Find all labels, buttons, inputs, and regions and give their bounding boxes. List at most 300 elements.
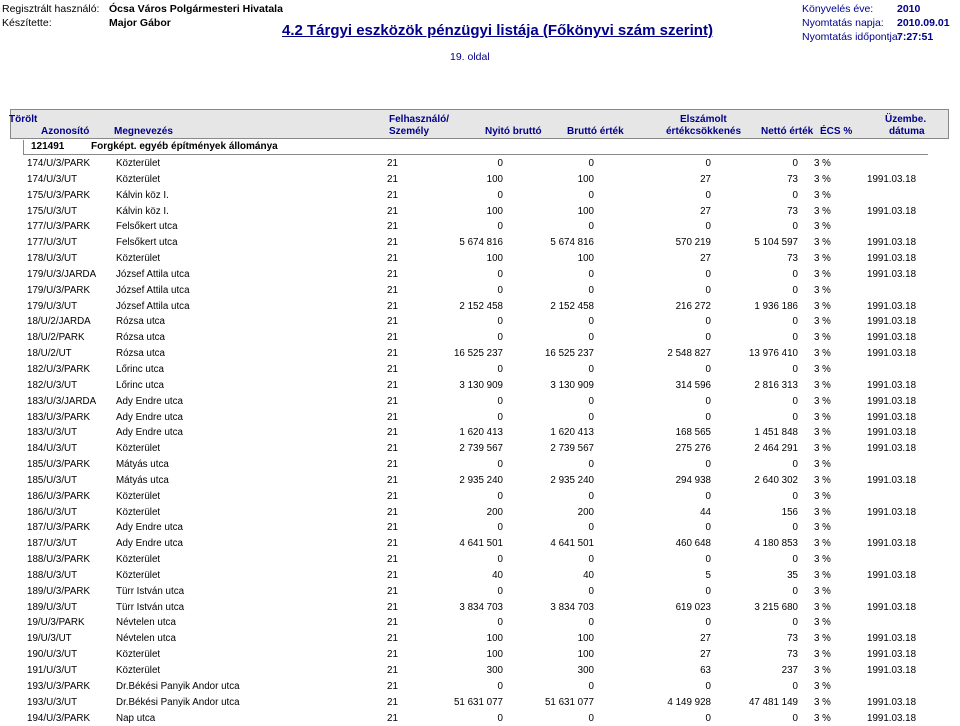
gross-value: 0 <box>588 395 594 407</box>
depreciation: 63 <box>700 665 711 676</box>
depr-rate: 3 % <box>814 237 831 249</box>
user: 21 <box>387 665 398 676</box>
column-header <box>10 109 949 139</box>
commission-date: 1991.03.18 <box>867 601 917 613</box>
asset-name: Felsőkert utca <box>116 221 178 233</box>
asset-name: Közterület <box>116 649 161 661</box>
col-deleted: Törölt <box>9 114 38 125</box>
net-value: 0 <box>792 221 798 233</box>
commission-date: 1991.03.18 <box>867 253 917 265</box>
gross-value: 40 <box>583 569 594 581</box>
opening-gross: 0 <box>497 585 503 597</box>
commission-date: 1991.03.18 <box>867 427 917 439</box>
asset-name: Közterület <box>116 490 161 502</box>
asset-id: 193/U/3/PARK <box>27 680 90 692</box>
col-id: Azonosító <box>41 126 90 137</box>
table-row <box>0 204 960 220</box>
commission-date: 1991.03.18 <box>867 300 917 312</box>
col-gross-value: Bruttó érték <box>567 126 624 137</box>
gross-value: 0 <box>588 490 594 502</box>
user: 21 <box>387 348 398 360</box>
print-time-value: 7:27:51 <box>897 31 934 43</box>
opening-gross: 40 <box>492 569 503 581</box>
table-row <box>0 410 960 426</box>
depr-rate: 3 % <box>814 221 831 233</box>
asset-name: Türr István utca <box>116 585 185 597</box>
opening-gross: 1 620 413 <box>459 427 503 439</box>
depr-rate: 3 % <box>814 538 831 550</box>
asset-name: Kálvin köz I. <box>116 205 169 217</box>
net-value: 0 <box>792 617 798 629</box>
asset-name: Közterület <box>116 443 161 455</box>
depreciation: 0 <box>705 284 711 296</box>
gross-value: 100 <box>577 205 594 217</box>
gross-value: 0 <box>588 363 594 375</box>
gross-value: 2 739 567 <box>550 443 594 455</box>
user: 21 <box>387 601 398 613</box>
gross-value: 0 <box>588 189 594 201</box>
depreciation: 44 <box>700 506 711 518</box>
table-row <box>0 536 960 552</box>
table-row <box>0 235 960 251</box>
gross-value: 4 641 501 <box>550 538 594 550</box>
depreciation: 27 <box>700 173 711 185</box>
opening-gross: 3 834 703 <box>459 601 503 613</box>
net-value: 0 <box>792 554 798 566</box>
opening-gross: 0 <box>497 332 503 344</box>
user: 21 <box>387 158 398 169</box>
opening-gross: 100 <box>486 253 503 265</box>
asset-name: Ady Endre utca <box>116 411 183 423</box>
opening-gross: 2 935 240 <box>459 474 503 486</box>
user: 21 <box>387 459 398 471</box>
gross-value: 0 <box>588 680 594 692</box>
commission-date: 1991.03.18 <box>867 348 917 360</box>
net-value: 0 <box>792 459 798 471</box>
asset-id: 182/U/3/UT <box>27 379 78 391</box>
asset-name: Ady Endre utca <box>116 522 183 534</box>
commission-date: 1991.03.18 <box>867 665 917 676</box>
depr-rate: 3 % <box>814 316 831 328</box>
commission-date: 1991.03.18 <box>867 316 917 328</box>
gross-value: 100 <box>577 173 594 185</box>
user: 21 <box>387 411 398 423</box>
net-value: 0 <box>792 363 798 375</box>
net-value: 1 936 186 <box>754 300 798 312</box>
table-row <box>0 584 960 600</box>
commission-date: 1991.03.18 <box>867 411 917 423</box>
net-value: 0 <box>792 680 798 692</box>
net-value: 156 <box>781 506 798 518</box>
asset-id: 19/U/3/PARK <box>27 617 85 629</box>
gross-value: 0 <box>588 332 594 344</box>
user: 21 <box>387 696 398 708</box>
depreciation: 0 <box>705 490 711 502</box>
net-value: 73 <box>787 205 798 217</box>
opening-gross: 100 <box>486 173 503 185</box>
table-row <box>0 520 960 536</box>
depreciation: 0 <box>705 680 711 692</box>
opening-gross: 2 739 567 <box>459 443 503 455</box>
net-value: 0 <box>792 585 798 597</box>
gross-value: 0 <box>588 284 594 296</box>
col-commission-1: Üzembe. <box>885 114 927 125</box>
depreciation: 294 938 <box>675 474 711 486</box>
asset-name: Közterület <box>116 173 161 185</box>
asset-name: Lőrinc utca <box>116 363 164 375</box>
net-value: 73 <box>787 253 798 265</box>
user: 21 <box>387 379 398 391</box>
depr-rate: 3 % <box>814 506 831 518</box>
depreciation: 0 <box>705 522 711 534</box>
user: 21 <box>387 617 398 629</box>
asset-id: 187/U/3/UT <box>27 538 78 550</box>
user: 21 <box>387 332 398 344</box>
depr-rate: 3 % <box>814 649 831 661</box>
net-value: 0 <box>792 490 798 502</box>
depreciation: 0 <box>705 585 711 597</box>
gross-value: 200 <box>577 506 594 518</box>
gross-value: 0 <box>588 316 594 328</box>
table-row <box>0 172 960 188</box>
user: 21 <box>387 427 398 439</box>
depr-rate: 3 % <box>814 617 831 629</box>
author-label: Készítette: <box>2 17 52 29</box>
asset-table <box>0 156 960 726</box>
depreciation: 314 596 <box>675 379 711 391</box>
net-value: 2 640 302 <box>754 474 798 486</box>
asset-id: 18/U/2/UT <box>27 348 72 360</box>
depreciation: 0 <box>705 221 711 233</box>
user: 21 <box>387 221 398 233</box>
asset-name: Névtelen utca <box>116 633 176 645</box>
asset-id: 183/U/3/UT <box>27 427 78 439</box>
depr-rate: 3 % <box>814 395 831 407</box>
depreciation: 0 <box>705 395 711 407</box>
net-value: 73 <box>787 173 798 185</box>
year-label: Könyvelés éve: <box>802 3 874 15</box>
asset-id: 194/U/3/PARK <box>27 712 90 724</box>
depreciation: 275 276 <box>675 443 711 455</box>
user: 21 <box>387 268 398 280</box>
net-value: 47 481 149 <box>748 696 798 708</box>
asset-id: 177/U/3/UT <box>27 237 78 249</box>
net-value: 0 <box>792 158 798 169</box>
asset-id: 182/U/3/PARK <box>27 363 90 375</box>
asset-id: 179/U/3/UT <box>27 300 78 312</box>
col-name: Megnevezés <box>114 126 173 137</box>
asset-id: 189/U/3/UT <box>27 601 78 613</box>
depr-rate: 3 % <box>814 474 831 486</box>
table-row <box>0 156 960 172</box>
asset-name: József Attila utca <box>116 268 190 280</box>
opening-gross: 0 <box>497 395 503 407</box>
asset-id: 18/U/2/PARK <box>27 332 85 344</box>
depr-rate: 3 % <box>814 522 831 534</box>
user: 21 <box>387 506 398 518</box>
gross-value: 100 <box>577 633 594 645</box>
user: 21 <box>387 253 398 265</box>
depreciation: 0 <box>705 411 711 423</box>
asset-name: Lőrinc utca <box>116 379 164 391</box>
net-value: 0 <box>792 189 798 201</box>
user: 21 <box>387 316 398 328</box>
col-net-value: Nettó érték <box>761 126 814 137</box>
depr-rate: 3 % <box>814 633 831 645</box>
depr-rate: 3 % <box>814 554 831 566</box>
asset-id: 183/U/3/PARK <box>27 411 90 423</box>
asset-name: Közterület <box>116 569 161 581</box>
table-row <box>0 314 960 330</box>
table-row <box>0 679 960 695</box>
commission-date: 1991.03.18 <box>867 395 917 407</box>
user: 21 <box>387 585 398 597</box>
user: 21 <box>387 522 398 534</box>
opening-gross: 0 <box>497 617 503 629</box>
asset-name: Névtelen utca <box>116 617 176 629</box>
depr-rate: 3 % <box>814 189 831 201</box>
gross-value: 0 <box>588 459 594 471</box>
asset-id: 175/U/3/UT <box>27 205 78 217</box>
net-value: 0 <box>792 522 798 534</box>
opening-gross: 5 674 816 <box>459 237 503 249</box>
asset-name: Közterület <box>116 158 161 169</box>
opening-gross: 100 <box>486 649 503 661</box>
asset-name: Mátyás utca <box>116 474 169 486</box>
user: 21 <box>387 538 398 550</box>
commission-date: 1991.03.18 <box>867 712 917 724</box>
user: 21 <box>387 633 398 645</box>
table-row <box>0 251 960 267</box>
table-row <box>0 663 960 679</box>
table-row <box>0 441 960 457</box>
net-value: 237 <box>781 665 798 676</box>
net-value: 5 104 597 <box>754 237 798 249</box>
group-header <box>23 140 928 155</box>
gross-value: 3 130 909 <box>550 379 594 391</box>
depr-rate: 3 % <box>814 284 831 296</box>
asset-name: Felsőkert utca <box>116 237 178 249</box>
asset-name: Türr István utca <box>116 601 185 613</box>
gross-value: 0 <box>588 554 594 566</box>
opening-gross: 0 <box>497 522 503 534</box>
col-user-1: Felhasználó/ <box>389 114 450 125</box>
year-value: 2010 <box>897 3 921 15</box>
asset-id: 18/U/2/JARDA <box>27 316 91 328</box>
asset-id: 179/U/3/PARK <box>27 284 90 296</box>
page-number: 19. oldal <box>450 51 490 63</box>
opening-gross: 0 <box>497 490 503 502</box>
depreciation: 27 <box>700 253 711 265</box>
commission-date: 1991.03.18 <box>867 332 917 344</box>
opening-gross: 0 <box>497 411 503 423</box>
user: 21 <box>387 474 398 486</box>
gross-value: 1 620 413 <box>550 427 594 439</box>
table-row <box>0 378 960 394</box>
depreciation: 5 <box>705 569 711 581</box>
depr-rate: 3 % <box>814 300 831 312</box>
depreciation: 27 <box>700 205 711 217</box>
asset-id: 193/U/3/UT <box>27 696 78 708</box>
asset-id: 185/U/3/UT <box>27 474 78 486</box>
commission-date: 1991.03.18 <box>867 633 917 645</box>
asset-id: 188/U/3/UT <box>27 569 78 581</box>
asset-name: Nap utca <box>116 712 156 724</box>
user: 21 <box>387 554 398 566</box>
net-value: 73 <box>787 633 798 645</box>
table-row <box>0 283 960 299</box>
gross-value: 0 <box>588 585 594 597</box>
gross-value: 0 <box>588 712 594 724</box>
asset-id: 174/U/3/PARK <box>27 158 90 169</box>
col-depr-2: értékcsökkenés <box>666 126 742 137</box>
opening-gross: 0 <box>497 221 503 233</box>
asset-id: 188/U/3/PARK <box>27 554 90 566</box>
gross-value: 5 674 816 <box>550 237 594 249</box>
table-row <box>0 394 960 410</box>
table-row <box>0 299 960 315</box>
user: 21 <box>387 649 398 661</box>
depr-rate: 3 % <box>814 411 831 423</box>
opening-gross: 0 <box>497 363 503 375</box>
opening-gross: 0 <box>497 459 503 471</box>
table-row <box>0 188 960 204</box>
opening-gross: 300 <box>486 665 503 676</box>
gross-value: 2 935 240 <box>550 474 594 486</box>
table-row <box>0 568 960 584</box>
asset-name: József Attila utca <box>116 300 190 312</box>
asset-id: 187/U/3/PARK <box>27 522 90 534</box>
opening-gross: 51 631 077 <box>453 696 503 708</box>
user: 21 <box>387 680 398 692</box>
col-depr-1: Elszámolt <box>680 114 727 125</box>
net-value: 0 <box>792 411 798 423</box>
depreciation: 460 648 <box>675 538 711 550</box>
asset-id: 186/U/3/UT <box>27 506 78 518</box>
depreciation: 0 <box>705 617 711 629</box>
opening-gross: 16 525 237 <box>453 348 503 360</box>
table-row <box>0 695 960 711</box>
depr-rate: 3 % <box>814 332 831 344</box>
depr-rate: 3 % <box>814 427 831 439</box>
opening-gross: 0 <box>497 158 503 169</box>
depreciation: 0 <box>705 316 711 328</box>
asset-id: 19/U/3/UT <box>27 633 72 645</box>
net-value: 0 <box>792 712 798 724</box>
depreciation: 0 <box>705 712 711 724</box>
asset-name: Rózsa utca <box>116 332 166 344</box>
asset-name: József Attila utca <box>116 284 190 296</box>
net-value: 0 <box>792 395 798 407</box>
asset-id: 190/U/3/UT <box>27 649 78 661</box>
net-value: 0 <box>792 268 798 280</box>
asset-name: Rózsa utca <box>116 316 166 328</box>
user: 21 <box>387 712 398 724</box>
table-row <box>0 552 960 568</box>
depreciation: 0 <box>705 268 711 280</box>
table-row <box>0 362 960 378</box>
asset-id: 184/U/3/UT <box>27 443 78 455</box>
opening-gross: 0 <box>497 189 503 201</box>
depr-rate: 3 % <box>814 459 831 471</box>
col-commission-2: dátuma <box>889 126 925 137</box>
user: 21 <box>387 237 398 249</box>
col-depr-rate: ÉCS % <box>820 126 853 137</box>
opening-gross: 0 <box>497 316 503 328</box>
table-row <box>0 489 960 505</box>
depreciation: 168 565 <box>675 427 711 439</box>
gross-value: 0 <box>588 158 594 169</box>
net-value: 0 <box>792 284 798 296</box>
opening-gross: 0 <box>497 712 503 724</box>
asset-name: Közterület <box>116 554 161 566</box>
table-row <box>0 346 960 362</box>
author-value: Major Gábor <box>109 17 171 29</box>
asset-name: Dr.Békési Panyik Andor utca <box>116 696 240 708</box>
asset-name: Közterület <box>116 665 161 676</box>
commission-date: 1991.03.18 <box>867 443 917 455</box>
depr-rate: 3 % <box>814 712 831 724</box>
user: 21 <box>387 363 398 375</box>
opening-gross: 200 <box>486 506 503 518</box>
depr-rate: 3 % <box>814 205 831 217</box>
user: 21 <box>387 189 398 201</box>
commission-date: 1991.03.18 <box>867 205 917 217</box>
depreciation: 4 149 928 <box>667 696 711 708</box>
opening-gross: 100 <box>486 633 503 645</box>
registered-user-label: Regisztrált használó: <box>2 3 100 15</box>
net-value: 3 215 680 <box>754 601 798 613</box>
group-code: 121491 <box>31 141 65 152</box>
asset-name: Kálvin köz I. <box>116 189 169 201</box>
gross-value: 0 <box>588 221 594 233</box>
gross-value: 100 <box>577 253 594 265</box>
depr-rate: 3 % <box>814 665 831 676</box>
depr-rate: 3 % <box>814 696 831 708</box>
net-value: 2 816 313 <box>754 379 798 391</box>
asset-id: 179/U/3/JARDA <box>27 268 97 280</box>
asset-name: Dr.Békési Panyik Andor utca <box>116 680 240 692</box>
print-date-value: 2010.09.01 <box>897 17 950 29</box>
asset-name: Ady Endre utca <box>116 427 183 439</box>
commission-date: 1991.03.18 <box>867 538 917 550</box>
opening-gross: 0 <box>497 284 503 296</box>
net-value: 73 <box>787 649 798 661</box>
depreciation: 2 548 827 <box>667 348 711 360</box>
commission-date: 1991.03.18 <box>867 268 917 280</box>
depr-rate: 3 % <box>814 253 831 265</box>
depreciation: 0 <box>705 554 711 566</box>
asset-id: 185/U/3/PARK <box>27 459 90 471</box>
depr-rate: 3 % <box>814 268 831 280</box>
opening-gross: 0 <box>497 554 503 566</box>
depr-rate: 3 % <box>814 680 831 692</box>
commission-date: 1991.03.18 <box>867 237 917 249</box>
depreciation: 0 <box>705 158 711 169</box>
asset-id: 183/U/3/JARDA <box>27 395 97 407</box>
depr-rate: 3 % <box>814 569 831 581</box>
gross-value: 16 525 237 <box>544 348 594 360</box>
gross-value: 0 <box>588 617 594 629</box>
opening-gross: 0 <box>497 680 503 692</box>
gross-value: 51 631 077 <box>544 696 594 708</box>
depreciation: 570 219 <box>675 237 711 249</box>
gross-value: 0 <box>588 268 594 280</box>
net-value: 1 451 848 <box>754 427 798 439</box>
group-name: Forgképt. egyéb építmények állománya <box>91 141 278 152</box>
commission-date: 1991.03.18 <box>867 379 917 391</box>
gross-value: 0 <box>588 411 594 423</box>
